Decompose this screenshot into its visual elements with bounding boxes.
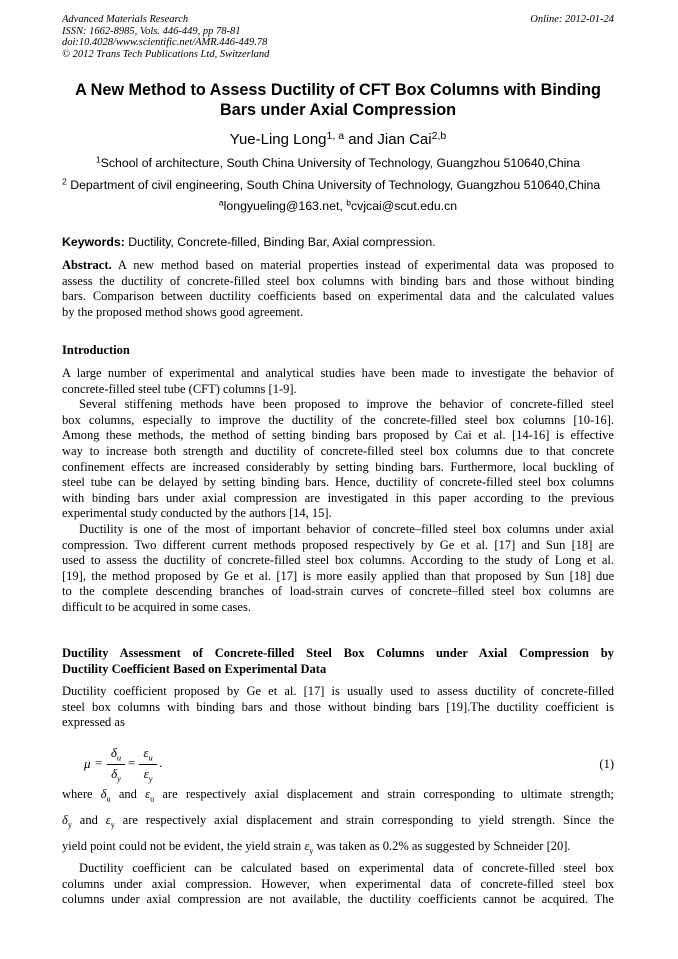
online-date: Online: 2012-01-24 [530, 14, 614, 25]
where-text: are respectively axial displacement and strain corresponding to yield strength. Since the [114, 813, 614, 828]
email-b-mark: b [346, 197, 352, 208]
affiliation-1-text: School of architecture, South China University of Technology, Guangzhou 510640,China [100, 156, 581, 170]
intro-line: confinement effects are increased considerably by setting binding bars. Furthermore, local buckling of [62, 459, 614, 474]
section-2-line: columns under axial compression are not available, the ductility coefficients cannot be acquired. The [62, 892, 614, 907]
abstract-line [62, 258, 614, 274]
intro-line: A large number of experimental and analytical studies have been made to investigate the behavior of [62, 366, 614, 380]
section-2-line: columns under axial compression. However, when experimental data of concrete-filled steel box [62, 876, 614, 891]
title-line-2: Bars under Axial Compression [220, 101, 456, 119]
author-2: and Jian Cai [344, 131, 432, 148]
where-line-3 [62, 839, 614, 859]
where-line-1 [62, 787, 614, 807]
intro-line: [19], the method proposed by Ge et al. [17] is more easily applied than that proposed by Sun [18] due [62, 568, 614, 583]
copyright-line: © 2012 Trans Tech Publications Ltd, Switzerland [62, 48, 270, 60]
issn-line: ISSN: 1662-8985, Vols. 446-449, pp 78-81 [62, 25, 241, 37]
keywords-label: Keywords: [62, 235, 125, 249]
subscript-u: u [116, 752, 122, 763]
intro-line: Several stiffening methods have been proposed to improve the behavior of concrete-filled steel [79, 397, 614, 412]
journal-name: Advanced Materials Research [62, 14, 189, 25]
section-2-line: Ductility coefficient can be calculated based on experimental data of concrete-filled steel box [79, 861, 614, 876]
email-a: longyueling@163.net, [223, 199, 347, 213]
fraction-displacement [107, 745, 125, 783]
section-heading-introduction [62, 343, 614, 359]
title-line-1: A New Method to Assess Ductility of CFT Box Columns with Binding [75, 81, 601, 99]
epsilon-symbol: ε [145, 787, 151, 801]
subscript-y: y [309, 846, 314, 856]
fraction-bar [107, 764, 125, 765]
intro-line: Among these methods, the method of setting binding bars proposed by Cai et al. [14-16] is effective [62, 428, 614, 443]
section-2-heading-line: Ductility Coefficient Based on Experimental Data [62, 661, 327, 676]
equation-1 [84, 745, 614, 787]
abstract-line: assess the ductility of concrete-filled steel box columns with binding bars and those without binding [62, 273, 614, 288]
paper-title [62, 80, 614, 120]
intro-line: to the complete descending branches of load-strain curves of concrete–filled steel box columns are [62, 584, 614, 599]
author-list [62, 131, 614, 148]
delta-symbol: δ [110, 745, 117, 760]
subscript-u: u [148, 752, 153, 763]
introduction-heading-text: Introduction [62, 343, 130, 357]
author-1: Yue-Ling Long [229, 131, 327, 148]
equation-equals: = [95, 755, 103, 770]
where-text: and [71, 813, 106, 828]
intro-line: with binding bars under axial compression are investigated in this paper according to the previous [62, 490, 614, 505]
delta-symbol: δ [100, 787, 107, 801]
section-2-body [62, 684, 614, 731]
where-text: where [62, 787, 101, 801]
fraction-bar [139, 764, 157, 765]
affiliation-2-mark: 2 [62, 176, 67, 187]
abstract-label: Abstract. [62, 258, 112, 272]
keywords [62, 235, 614, 249]
where-text: was taken as 0.2% as suggested by Schneider [20]. [313, 839, 571, 854]
intro-line: experimental study conducted by the authors [14, 15]. [62, 506, 332, 521]
fraction-strain [139, 745, 157, 783]
email-b: cvjcai@scut.edu.cn [351, 199, 458, 213]
subscript-u: u [150, 794, 155, 804]
numerator-eps-u [139, 745, 157, 763]
section-2-heading-line: Ductility Assessment of Concrete-filled Steel Box Columns under Axial Compression by [62, 646, 614, 660]
epsilon-symbol: ε [143, 765, 149, 781]
publication-info [62, 14, 462, 60]
where-line-2 [62, 813, 614, 833]
intro-line: used to assess the ductility of concrete-filled steel box columns. According to the study of Long et al. [62, 553, 614, 568]
affiliation-2 [62, 178, 614, 192]
section-heading-ductility-assessment [62, 646, 614, 677]
delta-symbol: δ [62, 813, 68, 828]
intro-line: compression. Two different current methods proposed respectively by Ge et al. [17] and Sun [18] are [62, 537, 614, 552]
section-2-line: Ductility coefficient proposed by Ge et al. [17] is usually used to assess ductility of concrete-filled [62, 684, 614, 698]
equation-explanation [62, 787, 614, 908]
author-emails [62, 199, 614, 213]
subscript-y: y [117, 773, 121, 784]
affiliation-1-mark: 1 [95, 154, 101, 165]
section-2-line: expressed as [62, 715, 125, 730]
subscript-y: y [110, 820, 115, 830]
where-text: yield point could not be evident, the yield strain [62, 839, 305, 854]
introduction-body [62, 366, 614, 616]
author-2-affil: 2,b [431, 129, 447, 142]
delta-symbol: δ [111, 765, 118, 781]
abstract-line: bars. Comparison between ductility coefficients based on experimental data and the calculated values [62, 289, 614, 304]
where-text: are respectively axial displacement and strain corresponding to ultimate strength; [154, 787, 614, 801]
abstract [62, 258, 614, 320]
intro-line: steel tube can be delayed by setting binding bars. Hence, ductility of concrete-filled steel box columns [62, 475, 614, 490]
email-a-mark: a [218, 197, 224, 208]
denominator-eps-y [139, 766, 157, 784]
equation-equals: = [128, 755, 136, 770]
keywords-text: Ductility, Concrete-filled, Binding Bar, Axial compression. [124, 235, 436, 249]
epsilon-symbol: ε [304, 839, 310, 854]
denominator-delta-y [107, 766, 125, 784]
subscript-u: u [106, 794, 111, 804]
intro-line: concrete-filled steel tube (CFT) columns [1-9]. [62, 381, 297, 396]
equation-mu: μ [84, 756, 91, 771]
epsilon-symbol: ε [105, 813, 111, 828]
affiliation-2-text: Department of civil engineering, South China University of Technology, Guangzhou 510640,China [66, 178, 601, 192]
affiliation-1 [62, 156, 614, 170]
abstract-text: A new method based on material properties instead of experimental data was proposed to [111, 258, 614, 272]
equation-period: . [159, 755, 163, 770]
subscript-y: y [148, 773, 153, 784]
epsilon-symbol: ε [143, 745, 149, 760]
intro-line: Ductility is one of the most of important behavior of concrete–filled steel box columns under axial [79, 521, 614, 536]
subscript-y: y [67, 820, 72, 830]
equation-number: (1) [599, 757, 614, 771]
where-text: and [110, 787, 146, 801]
intro-line: difficult to be acquired in some cases. [62, 599, 251, 614]
abstract-line: by the proposed method shows good agreement. [62, 304, 304, 319]
doi-line: doi:10.4028/www.scientific.net/AMR.446-449.78 [62, 37, 268, 49]
intro-line: box columns, especially to improve the ductility of the concrete-filled steel box columns [10-16]. [62, 412, 614, 427]
numerator-delta-u [107, 745, 125, 763]
intro-line: way to increase both strength and ductility of concrete-filled steel box columns due to that concrete [62, 443, 614, 458]
section-2-line: steel box columns with binding bars and those without binding bars [19].The ductility coefficient is [62, 699, 614, 714]
author-1-affil: 1, a [326, 129, 345, 142]
